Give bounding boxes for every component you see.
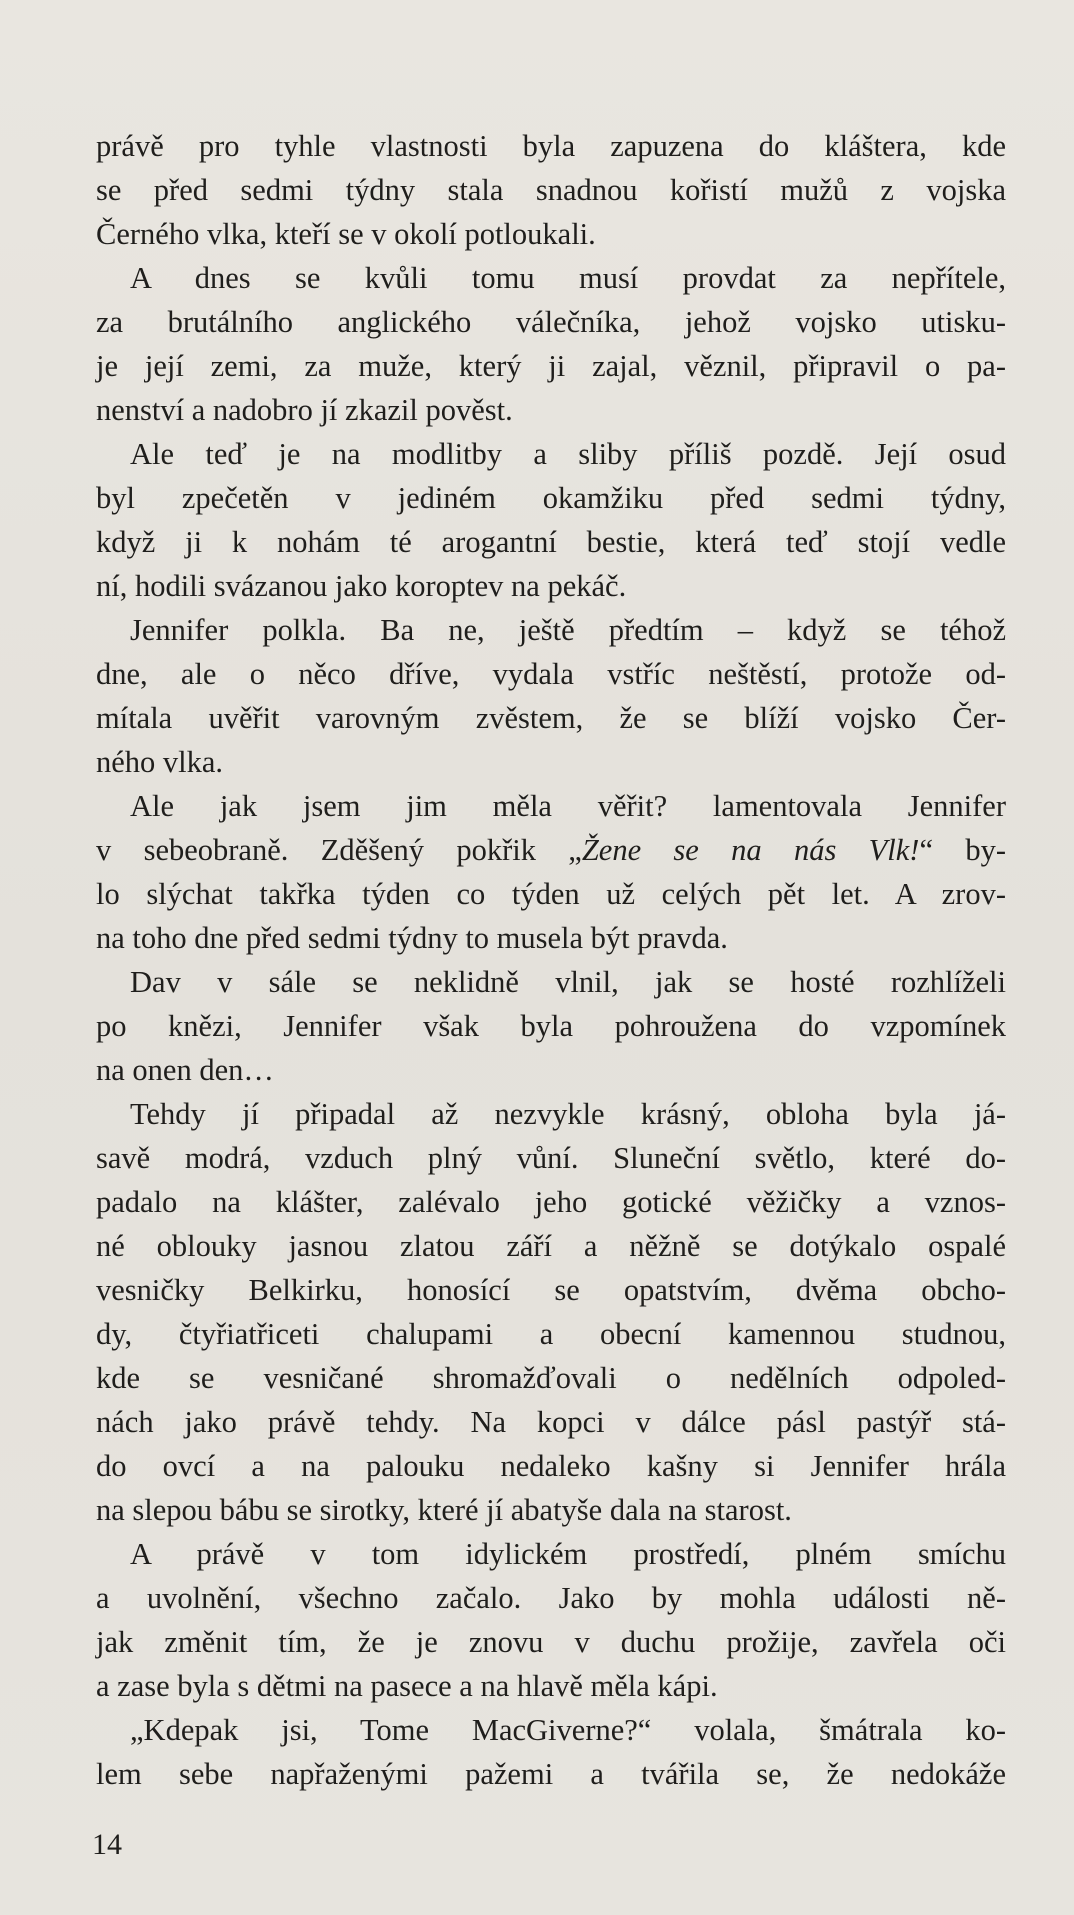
page-number: 14 (92, 1828, 122, 1861)
text-line: když ji k nohám té arogantní bestie, která teď stojí vedle (96, 525, 1006, 559)
text-line: dne, ale o něco dříve, vydala vstříc neštěstí, protože od- (96, 657, 1006, 691)
text-line: ní, hodili svázanou jako koroptev na pekáč. (96, 569, 627, 603)
text-line: „Kdepak jsi, Tome MacGiverne?“ volala, šmátrala ko- (130, 1713, 1006, 1747)
text-line: vesničky Belkirku, honosící se opatstvím, dvěma obcho- (96, 1273, 1006, 1307)
text-line: kde se vesničané shromažďovali o nedělních odpoled- (96, 1361, 1006, 1395)
text-line: mítala uvěřit varovným zvěstem, že se blíží vojsko Čer- (96, 701, 1006, 735)
text-line: na slepou bábu se sirotky, které jí abatyše dala na starost. (96, 1493, 792, 1527)
text-line: Jennifer polkla. Ba ne, ještě předtím – když se téhož (130, 613, 1006, 647)
text-line: lem sebe napřaženými pažemi a tvářila se, že nedokáže (96, 1757, 1006, 1791)
text-line: je její zemi, za muže, který ji zajal, věznil, připravil o pa- (96, 349, 1006, 383)
text-line: lo slýchat takřka týden co týden už celých pět let. A zrov- (96, 877, 1006, 911)
text-line: po knězi, Jennifer však byla pohroužena do vzpomínek (96, 1009, 1006, 1043)
text-line: Dav v sále se neklidně vlnil, jak se hosté rozhlíželi (130, 965, 1006, 999)
text-line: a uvolnění, všechno začalo. Jako by mohla události ně- (96, 1581, 1006, 1615)
text-line: savě modrá, vzduch plný vůní. Sluneční světlo, které do- (96, 1141, 1006, 1175)
text-line: na toho dne před sedmi týdny to musela být pravda. (96, 921, 728, 955)
text-line: ného vlka. (96, 745, 224, 779)
text-line: Tehdy jí připadal až nezvykle krásný, obloha byla já- (130, 1097, 1006, 1131)
text-line: A právě v tom idylickém prostředí, plném smíchu (130, 1537, 1006, 1571)
text-line: nenství a nadobro jí zkazil pověst. (96, 393, 513, 427)
text-line: za brutálního anglického válečníka, jehož vojsko utisku- (96, 305, 1006, 339)
text-line: né oblouky jasnou zlatou září a něžně se dotýkalo ospalé (96, 1229, 1006, 1263)
text-line: jak změnit tím, že je znovu v duchu prožije, zavřela oči (96, 1625, 1006, 1659)
text-line: dy, čtyřiatřiceti chalupami a obecní kamennou studnou, (96, 1317, 1006, 1351)
text-line: padalo na klášter, zalévalo jeho gotické věžičky a vznos- (96, 1185, 1006, 1219)
text-line: Ale teď je na modlitby a sliby příliš pozdě. Její osud (130, 437, 1006, 471)
text-line: v sebeobraně. Zděšený pokřik „Žene se na nás Vlk!“ by- (96, 833, 1006, 867)
text-line: právě pro tyhle vlastnosti byla zapuzena do kláštera, kde (96, 129, 1006, 163)
text-line: nách jako právě tehdy. Na kopci v dálce pásl pastýř stá- (96, 1405, 1006, 1439)
text-line: Ale jak jsem jim měla věřit? lamentovala Jennifer (130, 789, 1006, 823)
body-text (96, 124, 1006, 1796)
text-line: se před sedmi týdny stala snadnou kořistí mužů z vojska (96, 173, 1006, 207)
text-line: na onen den… (96, 1053, 274, 1087)
text-line: Černého vlka, kteří se v okolí potloukali. (96, 217, 596, 251)
text-line: do ovcí a na palouku nedaleko kašny si Jennifer hrála (96, 1449, 1006, 1483)
text-line: A dnes se kvůli tomu musí provdat za nepřítele, (130, 261, 1006, 295)
text-line: a zase byla s dětmi na pasece a na hlavě měla kápi. (96, 1669, 718, 1703)
text-line: byl zpečetěn v jediném okamžiku před sedmi týdny, (96, 481, 1006, 515)
